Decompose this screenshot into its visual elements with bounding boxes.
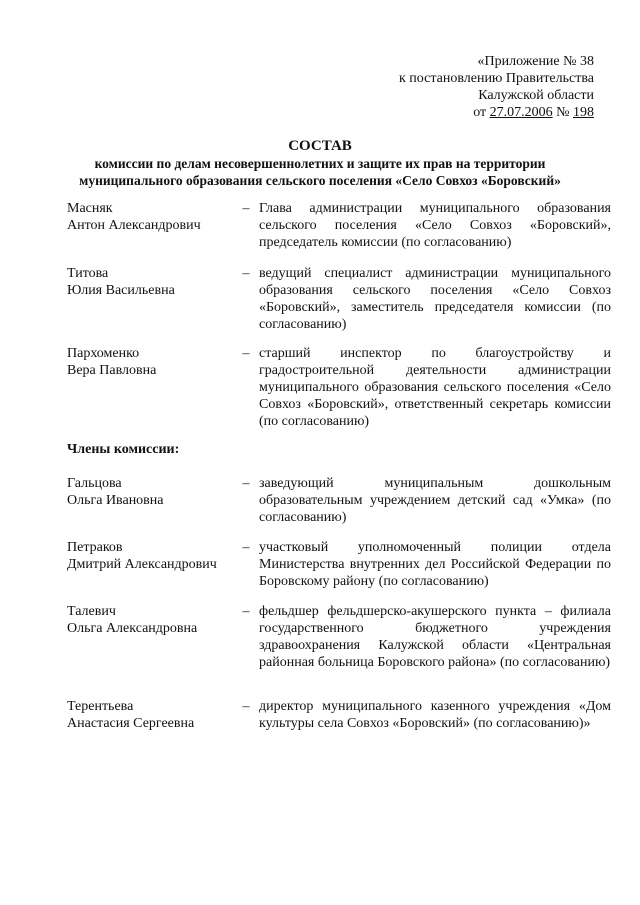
member-surname: Терентьева [67, 699, 134, 714]
dash-separator: – [242, 201, 250, 216]
member-given-names: Дмитрий Александрович [67, 557, 217, 572]
member-role: ведущий специалист администрации муниципального образования сельского поселения «Село Совхоз «Боровский», заместитель председателя комиссии (по согласованию) [259, 266, 611, 332]
member-name [67, 345, 237, 379]
member-surname: Петраков [67, 540, 123, 555]
member-surname: Титова [67, 266, 109, 281]
date-prefix: от [473, 105, 487, 120]
number-sign: № [556, 105, 570, 120]
appendix-line-3: Калужской области [478, 88, 594, 103]
member-role: старший инспектор по благоустройству и градостроительной деятельности администрации муниципального образования сельского поселения «Село Совхоз «Боровский», ответственный секретарь комиссии (по согласованию) [259, 346, 611, 429]
subtitle-line-1: комиссии по делам несовершеннолетних и защите их прав на территории [94, 156, 546, 171]
subtitle-line-2: муниципального образования сельского поселения «Село Совхоз «Боровский» [79, 173, 561, 188]
member-given-names: Ольга Ивановна [67, 493, 164, 508]
appendix-line-1: «Приложение № 38 [477, 54, 594, 69]
member-surname: Гальцова [67, 476, 122, 491]
title-subtitle [0, 155, 640, 189]
document-title [0, 137, 640, 189]
member-name [67, 539, 237, 573]
dash-separator: – [242, 540, 250, 555]
member-role: участковый уполномоченный полиции отдела Министерства внутренних дел Российской Федерации по Боровскому району (по согласованию) [259, 540, 611, 589]
member-role: директор муниципального казенного учреждения «Дом культуры села Совхоз «Боровский» (по согласованию)» [259, 699, 611, 731]
dash-separator: – [242, 266, 250, 281]
decree-date: 27.07.2006 [489, 105, 553, 120]
member-role: заведующий муниципальным дошкольным образовательным учреждением детский сад «Умка» (по согласованию) [259, 476, 611, 525]
member-surname: Масняк [67, 201, 113, 216]
member-given-names: Ольга Александровна [67, 621, 198, 636]
member-given-names: Вера Павловна [67, 363, 157, 378]
member-given-names: Юлия Васильевна [67, 283, 175, 298]
member-name [67, 698, 237, 732]
dash-separator: – [242, 699, 250, 714]
dash-separator: – [242, 604, 250, 619]
appendix-date-line [399, 104, 594, 121]
member-given-names: Анастасия Сергеевна [67, 716, 195, 731]
dash-separator: – [242, 476, 250, 491]
member-surname: Пархоменко [67, 346, 140, 361]
members-heading: Члены комиссии: [67, 442, 180, 457]
appendix-line-2: к постановлению Правительства [398, 71, 594, 86]
decree-number: 198 [573, 105, 594, 120]
title-main: СОСТАВ [288, 138, 352, 154]
member-name [67, 603, 237, 637]
member-given-names: Антон Александрович [67, 218, 201, 233]
member-name [67, 265, 237, 299]
member-role: фельдшер фельдшерско-акушерского пункта – филиала государственного бюджетного учреждения здравоохранения Калужской области «Центральная районная больница Боровского района» (по согласованию) [259, 604, 611, 670]
member-role: Глава администрации муниципального образования сельского поселения «Село Совхоз «Боровский», председатель комиссии (по согласованию) [259, 201, 611, 250]
member-surname: Талевич [67, 604, 116, 619]
dash-separator: – [242, 346, 250, 361]
member-name [67, 200, 237, 234]
appendix-header [399, 53, 594, 121]
member-name [67, 475, 237, 509]
